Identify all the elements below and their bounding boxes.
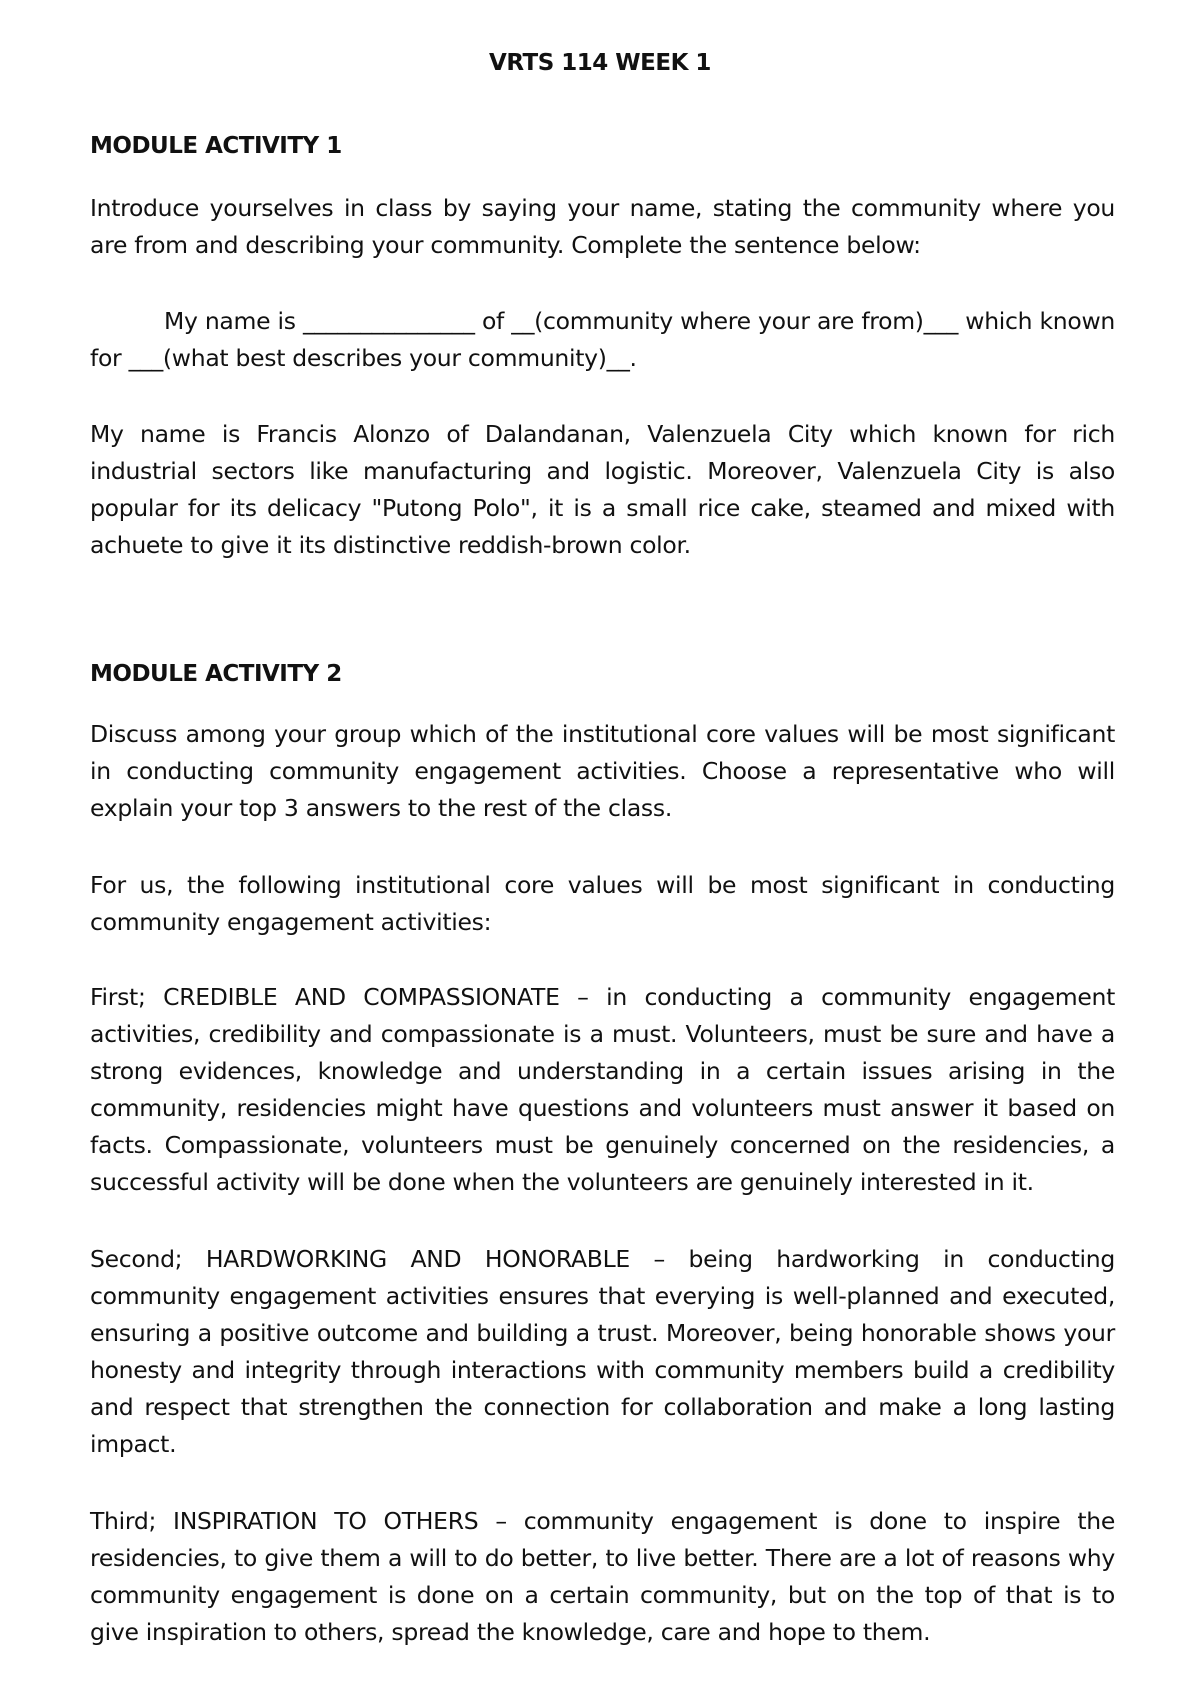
core-value-second: Second; HARDWORKING AND HONORABLE – being hardworking in conducting community engagement activities ensures that everying is well-planned and executed, ensuring a positive outcome and building a trust. Moreover, being honorable shows your honesty and integrity through interactions with community members build a credibility and respect that strengthen the connection for collaboration and make a long lasting impact. (90, 1245, 1115, 1458)
activity-1-template-sentence: My name is _______________ of __(community where your are from)___ which known for ___(what best describes your community)__. (90, 307, 1115, 372)
activity-2-heading: MODULE ACTIVITY 2 (90, 661, 342, 687)
activity-2-intro: For us, the following institutional core values will be most significant in conducting community engagement activities: (90, 871, 1115, 936)
activity-1-answer: My name is Francis Alonzo of Dalandanan, Valenzuela City which known for rich industrial sectors like manufacturing and logistic. Moreover, Valenzuela City is also popular for its delicacy "Putong Polo", it is a small rice cake, steamed and mixed with achuete to give it its distinctive reddish-brown color. (90, 420, 1115, 559)
activity-1-instructions: Introduce yourselves in class by saying your name, stating the community where you are from and describing your community. Complete the sentence below: (90, 194, 1115, 259)
activity-2-instructions: Discuss among your group which of the institutional core values will be most significant in conducting community engagement activities. Choose a representative who will explain your top 3 answers to the rest of the class. (90, 720, 1115, 822)
core-value-first: First; CREDIBLE AND COMPASSIONATE – in conducting a community engagement activities, credibility and compassionate is a must. Volunteers, must be sure and have a strong evidences, knowledge and understanding in a certain issues arising in the community, residencies might have questions and volunteers must answer it based on facts. Compassionate, volunteers must be genuinely concerned on the residencies, a successful activity will be done when the volunteers are genuinely interested in it. (90, 983, 1115, 1196)
core-value-third: Third; INSPIRATION TO OTHERS – community engagement is done to inspire the residencies, to give them a will to do better, to live better. There are a lot of reasons why community engagement is done on a certain community, but on the top of that is to give inspiration to others, spread the knowledge, care and hope to them. (90, 1507, 1115, 1646)
activity-1-heading: MODULE ACTIVITY 1 (90, 133, 342, 159)
document-title: VRTS 114 WEEK 1 (489, 50, 711, 76)
